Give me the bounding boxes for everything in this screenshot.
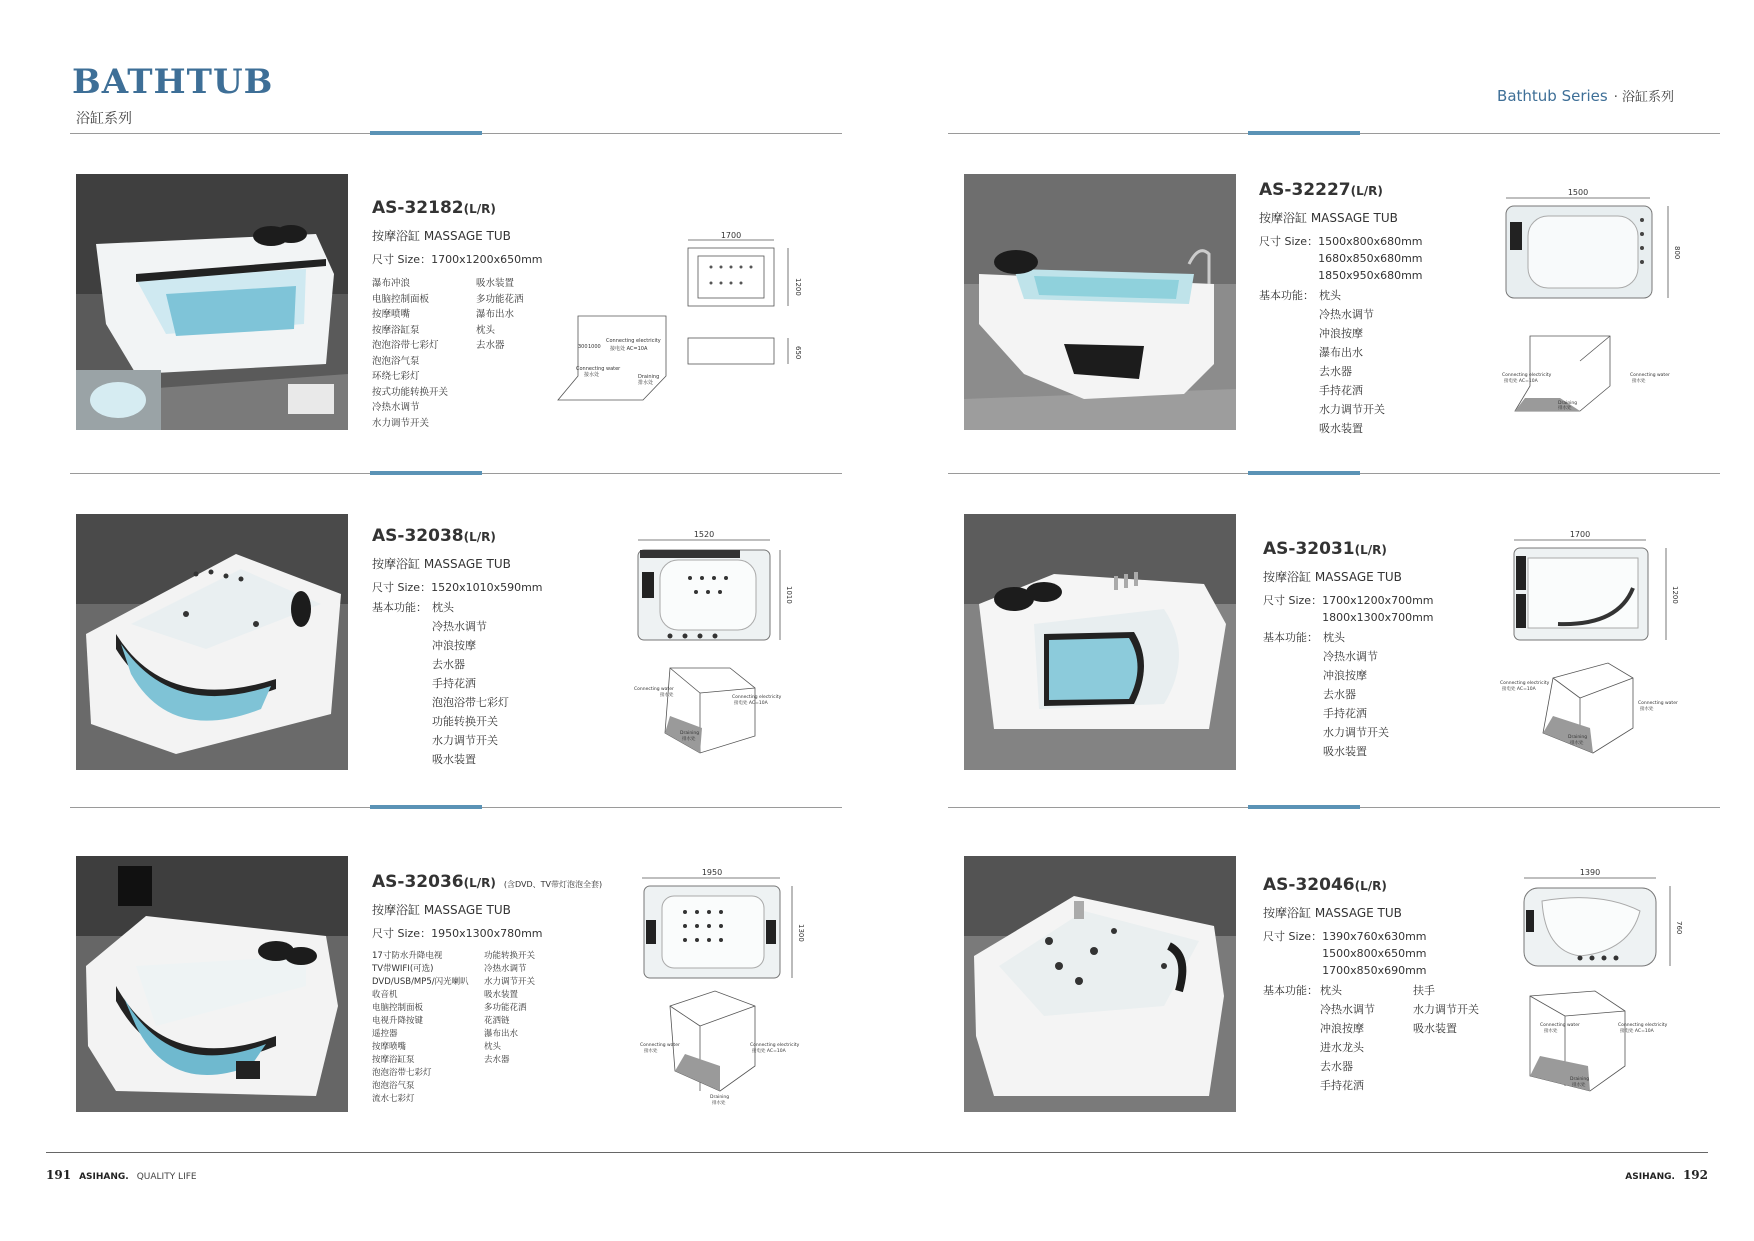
diagram-label: Connecting water bbox=[1630, 373, 1670, 378]
product-type: 按摩浴缸 MASSAGE TUB bbox=[372, 557, 511, 571]
size-row: 尺寸 Size： 1700x1200x650mm bbox=[372, 253, 543, 266]
product-info bbox=[372, 526, 592, 769]
divider-accent bbox=[1248, 805, 1360, 809]
product-info bbox=[1259, 180, 1469, 438]
diagram-label: 排水处 bbox=[712, 1101, 726, 1106]
technical-drawing bbox=[640, 866, 810, 1116]
diagram-label: Connecting water bbox=[1638, 701, 1678, 706]
model-number: AS-32046(L/R) bbox=[1263, 875, 1387, 895]
diagram-label: Connecting electricity bbox=[1502, 373, 1552, 378]
product-type: 按摩浴缸 MASSAGE TUB bbox=[1263, 906, 1402, 920]
diagram-label: 接电处 AC=10A bbox=[1620, 1029, 1654, 1034]
model-number: AS-32182(L/R) bbox=[372, 198, 496, 218]
footer-line bbox=[46, 1152, 1708, 1153]
diagram-label: Draining bbox=[1568, 735, 1588, 740]
dimension-label: 650 bbox=[794, 346, 802, 360]
diagram-label: Draining bbox=[1570, 1077, 1590, 1082]
dimension-label: 1200 bbox=[1671, 586, 1679, 604]
footer-brand: ASIHANG. bbox=[1625, 1172, 1675, 1182]
product-photo bbox=[964, 174, 1236, 430]
diagram-label: Connecting electricity bbox=[732, 695, 782, 700]
diagram-label: 接电处 AC=10A bbox=[752, 1049, 786, 1054]
product-photo bbox=[76, 856, 348, 1112]
diagram-label: Draining bbox=[680, 731, 700, 736]
divider-accent bbox=[1248, 471, 1360, 475]
brand-title: BATHTUB bbox=[72, 62, 274, 102]
dimension-label: 1700 bbox=[1569, 530, 1591, 539]
size-row: 尺寸 Size： 1520x1010x590mm bbox=[372, 581, 543, 594]
diagram-label: Connecting electricity bbox=[750, 1043, 800, 1048]
dimension-label: 800 bbox=[1673, 246, 1681, 260]
dimension-label: 1010 bbox=[785, 586, 793, 604]
diagram-label: 接水处 bbox=[584, 372, 600, 378]
diagram-label: Connecting electricity bbox=[1500, 681, 1550, 686]
diagram-label: 排水处 bbox=[638, 380, 654, 386]
brand-subtitle: 浴缸系列 bbox=[76, 111, 132, 127]
footer-brand: ASIHANG. bbox=[79, 1172, 129, 1182]
size-row: 尺寸 Size： 1500x800x680mm 1680x850x680mm 1850x950x680mm bbox=[1259, 235, 1423, 282]
dimension-label: 1390 bbox=[1579, 868, 1601, 877]
basic-functions: 基本功能： 枕头 冷热水调节 冲浪按摩 进水龙头 去水器 手持花洒 扶手 水力调节开关 吸水装置 bbox=[1263, 984, 1479, 1092]
product-type: 按摩浴缸 MASSAGE TUB bbox=[1259, 211, 1398, 225]
product-info bbox=[1263, 539, 1473, 761]
diagram-label: Connecting electricity bbox=[606, 338, 661, 344]
technical-drawing bbox=[1500, 186, 1700, 416]
product-type: 按摩浴缸 MASSAGE TUB bbox=[1263, 570, 1402, 584]
series-label bbox=[1497, 86, 1674, 105]
diagram-label: Draining bbox=[1558, 401, 1578, 406]
dimension-label: 760 bbox=[1675, 921, 1683, 935]
size-row: 尺寸 Size： 1390x760x630mm 1500x800x650mm 1700x850x690mm bbox=[1263, 930, 1427, 977]
diagram-label: 排水处 bbox=[682, 737, 696, 742]
diagram-label: 300 bbox=[578, 344, 588, 350]
footer-tagline: QUALITY LIFE bbox=[136, 1172, 197, 1182]
divider-accent bbox=[1248, 131, 1360, 135]
technical-drawing bbox=[548, 228, 808, 408]
technical-drawing bbox=[1520, 866, 1700, 1116]
page-number: 191 bbox=[46, 1168, 72, 1182]
dimension-label: 1950 bbox=[701, 868, 723, 877]
size-row: 尺寸 Size： 1700x1200x700mm 1800x1300x700mm bbox=[1263, 594, 1434, 624]
product-photo bbox=[964, 514, 1236, 770]
divider-accent bbox=[370, 805, 482, 809]
page-number: 192 bbox=[1682, 1168, 1708, 1182]
technical-drawing bbox=[1498, 528, 1698, 760]
size-row: 尺寸 Size： 1950x1300x780mm bbox=[372, 927, 543, 940]
model-number: AS-32038(L/R) bbox=[372, 526, 496, 546]
diagram-label: 接水处 bbox=[1640, 707, 1654, 712]
footer-left bbox=[46, 1168, 197, 1182]
dimension-label: 1200 bbox=[794, 278, 802, 296]
diagram-label: Connecting electricity bbox=[1618, 1023, 1668, 1028]
model-number: AS-32036(L/R) (含DVD、TV带灯泡泡全套) bbox=[372, 872, 603, 892]
basic-functions: 基本功能： 枕头 冷热水调节 冲浪按摩 去水器 手持花洒 水力调节开关 吸水装置 bbox=[1263, 631, 1389, 758]
product-info bbox=[1263, 875, 1503, 1095]
divider-accent bbox=[370, 131, 482, 135]
footer-right bbox=[1625, 1168, 1708, 1182]
diagram-label: Connecting water bbox=[1540, 1023, 1580, 1028]
product-info bbox=[372, 872, 642, 1106]
series-cn: · 浴缸系列 bbox=[1613, 90, 1674, 105]
diagram-label: 接水处 bbox=[644, 1049, 658, 1054]
diagram-label: 接电处 AC=10A bbox=[1504, 379, 1538, 384]
feature-list: 瀑布冲浪 电脑控制面板 按摩喷嘴 按摩浴缸泵 泡泡浴带七彩灯 泡泡浴气泵 环绕七彩灯 按式功能转换开关 冷热水调节 水力调节开关 吸水装置 多功能花洒 瀑布出水 枕头 去水器 bbox=[372, 278, 524, 429]
product-photo bbox=[76, 174, 348, 430]
model-number: AS-32227(L/R) bbox=[1259, 180, 1383, 200]
diagram-label: 接水处 bbox=[1632, 379, 1646, 384]
diagram-label: 接电处 AC=10A bbox=[610, 346, 648, 352]
diagram-label: 1000 bbox=[588, 344, 601, 350]
dimension-label: 1700 bbox=[720, 231, 742, 240]
diagram-label: 接水处 bbox=[1544, 1029, 1558, 1034]
diagram-label: Draining bbox=[638, 374, 660, 380]
basic-functions: 基本功能： 枕头 冷热水调节 冲浪按摩 瀑布出水 去水器 手持花洒 水力调节开关 吸水装置 bbox=[1259, 289, 1385, 435]
basic-functions: 基本功能： 枕头 冷热水调节 冲浪按摩 去水器 手持花洒 泡泡浴带七彩灯 功能转换开关 水力调节开关 吸水装置 bbox=[372, 601, 509, 766]
diagram-label: 接电处 AC=10A bbox=[734, 701, 768, 706]
product-photo bbox=[76, 514, 348, 770]
diagram-label: Connecting water bbox=[640, 1043, 680, 1048]
dimension-label: 1300 bbox=[797, 924, 805, 942]
diagram-label: 接电处 AC=10A bbox=[1502, 687, 1536, 692]
dimension-label: 1500 bbox=[1567, 188, 1589, 197]
feature-list: 17寸防水升降电视 TV带WIFI(可选) DVD/USB/MP5/闪光喇叭 收音机 电脑控制面板 电视升降按键 遥控器 按摩喷嘴 按摩浴缸泵 泡泡浴带七彩灯 泡泡浴气泵 流水七彩灯 功能转换开关 冷热水调节 水力调节开关 吸水装置 多功能花洒 花洒链 瀑布出水 枕头 去水器 bbox=[372, 951, 536, 1104]
diagram-label: 排水处 bbox=[1570, 741, 1584, 746]
diagram-label: 排水处 bbox=[1558, 406, 1572, 411]
product-type: 按摩浴缸 MASSAGE TUB bbox=[372, 903, 511, 917]
product-type: 按摩浴缸 MASSAGE TUB bbox=[372, 229, 511, 243]
divider-accent bbox=[370, 471, 482, 475]
diagram-label: Connecting water bbox=[634, 687, 674, 692]
product-info bbox=[372, 198, 572, 431]
dimension-label: 1520 bbox=[693, 530, 715, 539]
diagram-label: Connecting water bbox=[576, 366, 621, 372]
diagram-label: Draining bbox=[710, 1095, 730, 1100]
diagram-label: 排水处 bbox=[1572, 1083, 1586, 1088]
model-number: AS-32031(L/R) bbox=[1263, 539, 1387, 559]
technical-drawing bbox=[630, 528, 800, 760]
product-photo bbox=[964, 856, 1236, 1112]
series-en: Bathtub Series bbox=[1497, 87, 1608, 105]
diagram-label: 接水处 bbox=[660, 693, 674, 698]
